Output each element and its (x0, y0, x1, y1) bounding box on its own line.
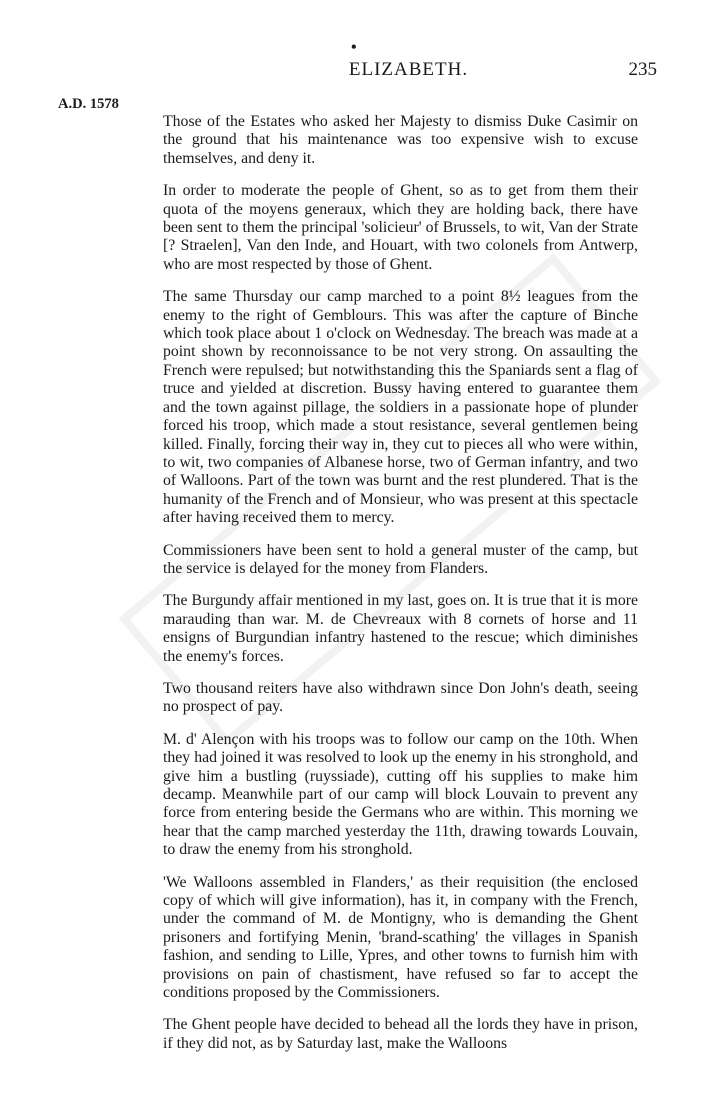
paragraph: 'We Walloons assembled in Flanders,' as their requisition (the enclosed copy of which will give information), has it, in company with the French, under the command of M. de Montigny, who is demanding the Ghent prisoners and fortifying Menin, 'brand-scathing' the villages in Spanish fashion, and sending to Lille, Ypres, and other towns to furnish him with provisions on pain of chastisment, have refused so far to accept the conditions proposed by the Commissioners. (163, 873, 638, 1002)
ornament-dot: • (351, 39, 357, 56)
paragraph: In order to moderate the people of Ghent, so as to get from them their quota of the moyens generaux, which they are holding back, there have been sent to them the principal 'solicieur' of Brussels, to wit, Van der Strate [? Straelen], Van den Inde, and Houart, with two colonels from Antwerp, who are most respected by those of Ghent. (163, 182, 638, 273)
paragraph: M. d' Alençon with his troops was to follow our camp on the 10th. When they had joined it was resolved to look up the enemy in his stronghold, and give him a bustling (ruyssiade), cutting off his supplies to make him decamp. Meanwhile part of our camp will block Louvain to prevent any force from entering beside the Germans who are within. This morning we hear that the camp marched yesterday the 11th, drawing towards Louvain, to draw the enemy from his stronghold. (163, 730, 638, 859)
paragraph: Two thousand reiters have also withdrawn since Don John's death, seeing no prospect of pay. (163, 679, 638, 716)
paragraph: The same Thursday our camp marched to a point 8½ leagues from the enemy to the right of Gemblours. This was after the capture of Binche which took place about 1 o'clock on Wednesday. The breach was made at a point shown by reconnoissance to be not very strong. On assaulting the French were repulsed; but notwithstanding this the Spaniards sent a flag of truce and yielded at discretion. Bussy having entered to guarantee them and the town against pillage, the soldiers in a passionate hope of plunder forced his troop, which made a stout resistance, several gentlemen being killed. Finally, forcing their way in, they cut to pieces all who were within, to wit, two companies of Albanese horse, two of German infantry, and two of Walloons. Part of the town was burnt and the rest plundered. That is the humanity of the French and of Monsieur, who was present at this spectacle after having received them to mercy. (163, 288, 638, 527)
body-text (163, 113, 638, 1067)
running-head (160, 58, 657, 82)
paragraph: Those of the Estates who asked her Majesty to dismiss Duke Casimir on the ground that his maintenance was too expensive wish to excuse themselves, and deny it. (163, 113, 638, 167)
paragraph: The Burgundy affair mentioned in my last, goes on. It is true that it is more marauding than war. M. de Chevreaux with 8 cornets of horse and 11 ensigns of Burgundian infantry hastened to the rescue; which diminishes the enemy's forces. (163, 592, 638, 665)
page-number: 235 (628, 59, 657, 80)
margin-date: A.D. 1578 (58, 96, 119, 112)
paragraph: Commissioners have been sent to hold a general muster of the camp, but the service is delayed for the money from Flanders. (163, 541, 638, 577)
running-head-title: ELIZABETH. (348, 59, 469, 80)
paragraph: The Ghent people have decided to behead all the lords they have in prison, if they did not, as by Saturday last, make the Walloons (163, 1016, 638, 1052)
